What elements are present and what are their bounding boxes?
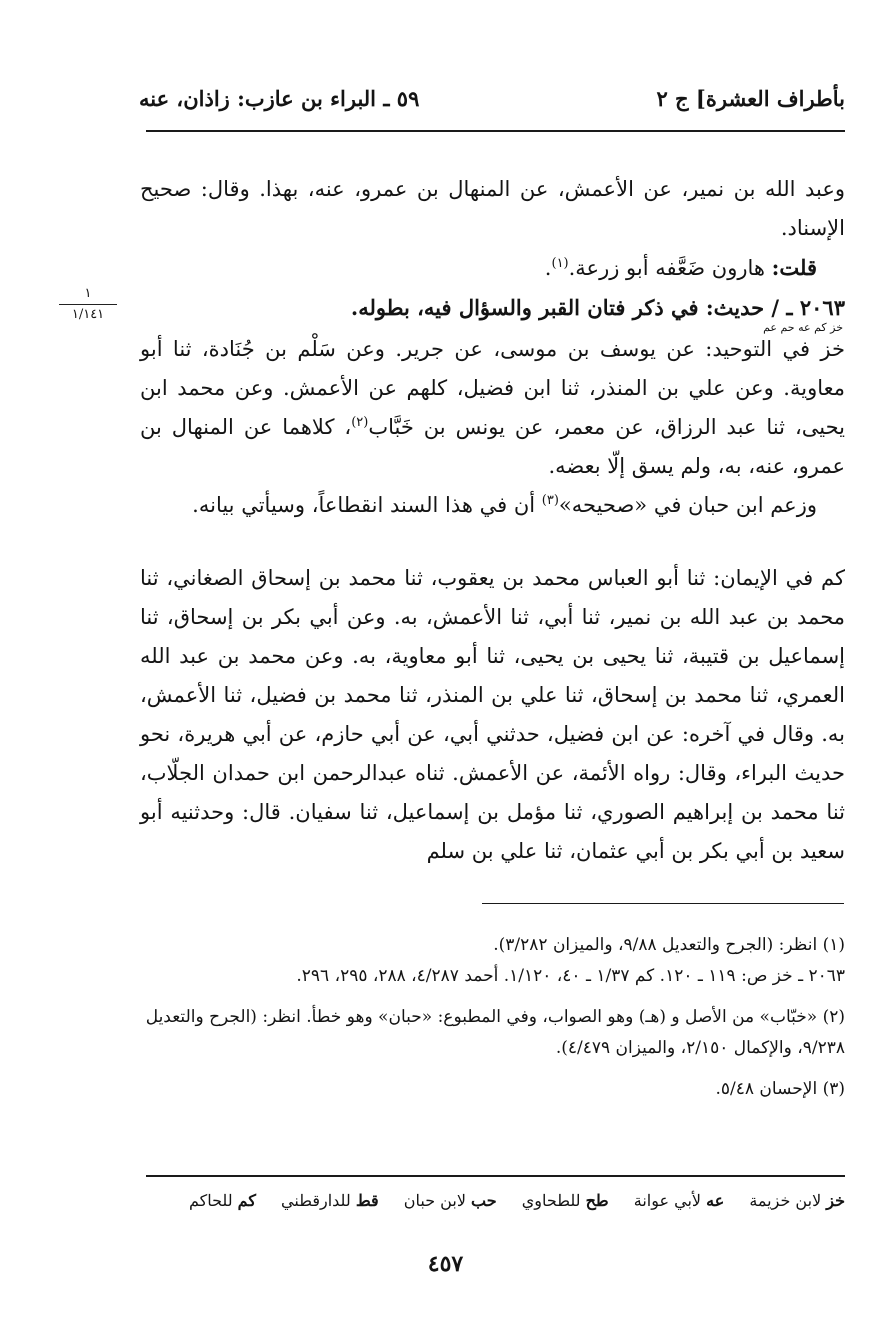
paragraph-3 bbox=[140, 486, 845, 525]
legend-item: عه لأبي عوانة bbox=[633, 1191, 725, 1210]
paragraph-4: كم في الإيمان: ثنا أبو العباس محمد بن يعقوب، ثنا محمد بن إسحاق الصغاني، ثنا محمد بن عبد الله بن نمير، ثنا أبي، ثنا الأعمش، به. وعن أبي بكر بن إسحاق، ثنا إسماعيل بن قتيبة، ثنا يحيى بن يحيى، ثنا أبو معاوية، به. وعن محمد بن عبد الله العمري، ثنا محمد بن إسحاق، ثنا علي بن المنذر، ثنا محمد بن فضيل، ثنا الأعمش، به. وقال في آخره: عن ابن فضيل، حدثني أبي، عن أبي حازم، عن أبي هريرة، نحو حديث البراء، وقال: رواه الأئمة، عن الأعمش. ثناه عبدالرحمن ابن حمدان الجلّاب، ثنا محمد بن إبراهيم الصوري، ثنا مؤمل بن إسماعيل، ثنا سفيان. قال: وحدثنيه أبو سعيد بن أبي بكر بن أبي عثمان، ثنا علي بن سلم bbox=[140, 566, 845, 863]
footnote-ref-1: (١) bbox=[551, 256, 569, 271]
footnote-3: (٣) الإحسان ٥/٤٨. bbox=[715, 1079, 845, 1099]
note-label: قلت: bbox=[771, 255, 817, 280]
paragraph-3-a: وزعم ابن حبان في «صحيحه» bbox=[558, 493, 817, 517]
running-header-chapter: ٥٩ ـ البراء بن عازب: زاذان، عنه bbox=[139, 86, 420, 111]
abbreviation-legend bbox=[140, 1191, 845, 1210]
footnote-2: (٢) «خبّاب» من الأصل و (هـ) وهو الصواب، وفي المطبوع: «حبان» وهو خطأ. انظر: (الجرح والتعديل ٩/٢٣٨، والإكمال ٢/١٥٠، والميزان ٤/٤٧٩). bbox=[145, 1007, 845, 1058]
paragraph-2-text: خز في التوحيد: عن يوسف بن موسى، عن جرير. وعن سَلْم بن جُنَادة، ثنا أبو معاوية. وعن علي بن المنذر، ثنا ابن فضيل، كلهم عن الأعمش. وعن محمد ابن يحيى، ثنا عبد الرزاق، عن معمر، عن يونس بن خَبَّاب bbox=[140, 337, 845, 439]
legend-item: كم للحاكم bbox=[188, 1191, 256, 1210]
main-text bbox=[140, 170, 845, 871]
footnote-ref-3: (٣) bbox=[541, 493, 559, 508]
legend-item: قط للدارقطني bbox=[281, 1191, 379, 1210]
paragraph-2-tail: ، كلاهما عن المنهال بن عمرو، عنه، به، ولم يسق إلّا بعضه. bbox=[140, 415, 845, 478]
paragraph-3-b: أن في هذا السند انقطاعاً، وسيأتي بيانه. bbox=[192, 493, 542, 517]
margin-note-bottom: ١/١٤١ bbox=[71, 307, 105, 322]
paragraph-2 bbox=[140, 330, 845, 486]
legend-rule bbox=[146, 1175, 845, 1177]
footnote-1 bbox=[140, 930, 845, 992]
margin-note-divider bbox=[59, 304, 117, 305]
margin-note bbox=[55, 286, 121, 323]
margin-note-top: ١ bbox=[84, 286, 92, 301]
legend-item: خز لابن خزيمة bbox=[749, 1191, 845, 1210]
page-number: ٤٥٧ bbox=[427, 1251, 464, 1277]
paragraph-note: قلت: هارون ضَعَّفه أبو زرعة.$^{(١)}$. bbox=[544, 255, 817, 280]
footnote-ref-2: (٢) bbox=[351, 415, 369, 430]
footnote-1-text: (١) انظر: (الجرح والتعديل ٩/٨٨، والميزان ٣/٢٨٢). bbox=[493, 935, 845, 955]
hadith-title: / حديث: في ذكر فتان القبر والسؤال فيه، بطوله. bbox=[350, 295, 780, 320]
paragraph-1: وعبد الله بن نمير، عن الأعمش، عن المنهال بن عمرو، عنه، بهذا. وقال: صحيح الإسناد. bbox=[140, 177, 845, 240]
legend-item: طح للطحاوي bbox=[521, 1191, 609, 1210]
note-text: هارون ضَعَّفه أبو زرعة. bbox=[568, 256, 772, 280]
section-gap bbox=[140, 525, 845, 559]
source-sigla: خز كم عه حم عم bbox=[763, 321, 843, 334]
legend-item: حب لابن حبان bbox=[403, 1191, 497, 1210]
running-header-book: بأطراف العشرة] ج ٢ bbox=[656, 86, 845, 111]
footnote-1-refs: ٢٠٦٣ ـ خز ص: ١١٩ ـ ١٢٠. كم ١/٣٧ ـ ٤٠، ١/١٢٠. أحمد ٤/٢٨٧، ٢٨٨، ٢٩٥، ٢٩٦. bbox=[296, 966, 845, 986]
header-rule bbox=[146, 130, 845, 132]
hadith-number: ٢٠٦٣ ـ bbox=[786, 295, 845, 320]
footnotes bbox=[140, 930, 845, 1115]
footnote-rule bbox=[482, 903, 844, 904]
